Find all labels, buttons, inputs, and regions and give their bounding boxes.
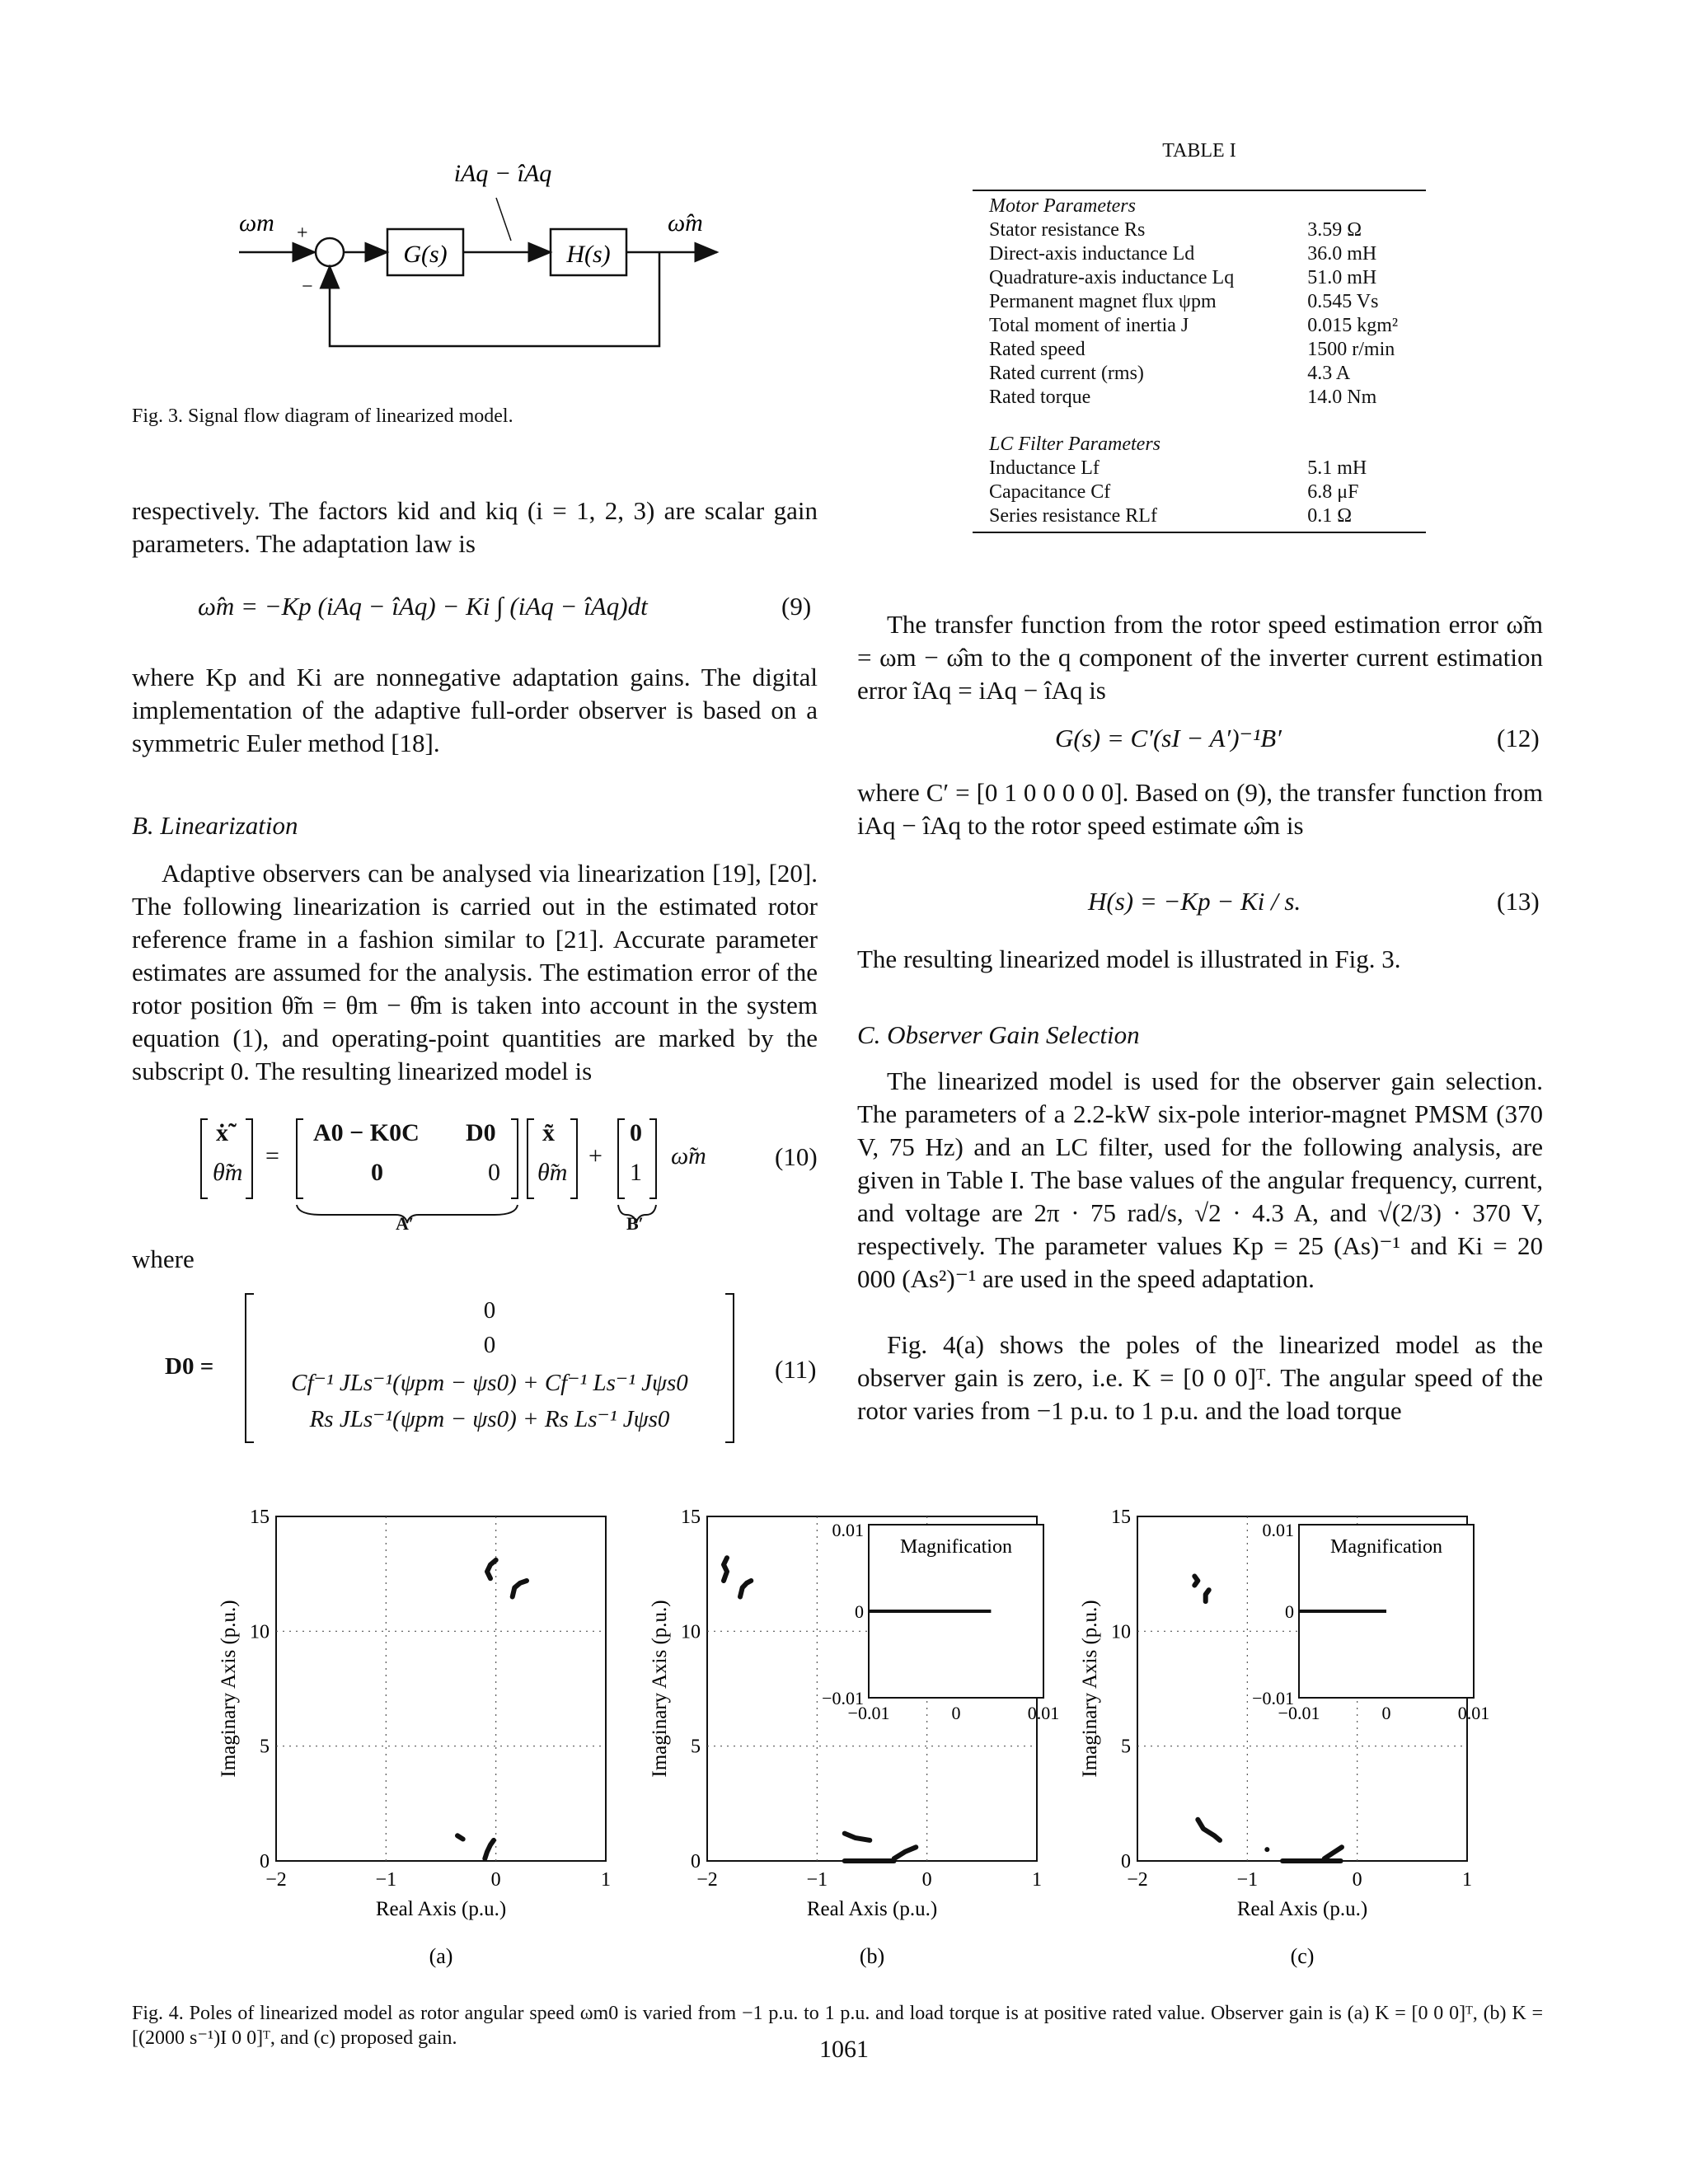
eq10-m11: A0 − K0C [313,1119,420,1146]
inset-y-tick: 0 [1285,1601,1294,1622]
eq11-row-1: 0 [483,1297,496,1324]
table1-param-name: Rated torque [989,387,1091,408]
fig3-svg [231,148,742,363]
table1-param-name: Rated speed [989,339,1085,360]
fig3-minus-sign: − [302,276,313,298]
table1-row [973,504,1426,528]
fig3-h-label: H(s) [566,241,611,268]
table1-param-value: 3.59 Ω [1307,219,1362,241]
eq10-vec-bottom: θ̃m [537,1159,568,1186]
inset-y-tick: 0.01 [1262,1520,1294,1540]
table1-section-heading [973,194,1426,218]
y-tick-label: 15 [1111,1507,1131,1528]
table1-heading-cell: LC Filter Parameters [989,434,1160,455]
table1-row [973,266,1426,290]
x-axis-label: Real Axis (p.u.) [375,1898,507,1920]
inset-x-tick: 0.01 [1027,1703,1060,1723]
table1-param-name: Stator resistance Rs [989,219,1146,241]
equation-13-number: (13) [1497,887,1540,916]
eq11-lhs: D0 = [165,1353,214,1380]
table1-param-name: Inductance Lf [989,457,1100,479]
table1-param-name: Direct-axis inductance Ld [989,243,1195,265]
pole-locus [724,1558,727,1581]
x-tick-label: 1 [601,1869,611,1891]
y-axis-label: Imaginary Axis (p.u.) [218,1600,240,1778]
eq10-lhs-top: ẋ̃ [216,1119,228,1146]
equation-11-number: (11) [775,1355,817,1384]
eq10-tail: ω̃m [671,1142,706,1169]
table1-section-heading [973,410,1426,457]
eq10-vec-top: x̃ [542,1119,555,1146]
x-tick-label: 0 [490,1869,501,1891]
table1-param-value: 14.0 Nm [1307,387,1377,408]
y-tick-label: 5 [260,1736,270,1758]
eq10-m12: D0 [466,1119,496,1146]
y-tick-label: 10 [250,1621,270,1643]
table1-param-name: Capacitance Cf [989,481,1111,503]
left-paragraph-2: where Kp and Ki are nonnegative adaptation gains. The digital implementation of the adaptive full-order observer is based on a symmetric Euler method [18]. [132,663,818,757]
x-tick-label: 1 [1462,1869,1472,1891]
x-tick-label: −1 [806,1869,828,1891]
panel-label: (b) [859,1944,885,1968]
y-tick-label: 0 [691,1851,701,1872]
where-text: where [132,1244,195,1273]
table1-row [973,386,1426,410]
pole-locus [1206,1590,1209,1601]
inset-y-tick: −0.01 [1252,1688,1294,1708]
eq10-brace-b-label: B′ [626,1213,644,1234]
eq10-equals: = [265,1142,279,1169]
pole-locus [487,1560,496,1578]
equation-10 [198,1113,775,1234]
y-tick-label: 5 [691,1736,701,1758]
table1-param-value: 0.015 kgm² [1307,315,1399,336]
fig3-diagram [231,148,742,363]
pole-locus [1325,1847,1342,1858]
table1-param-value: 5.1 mH [1307,457,1367,479]
table1-row [973,242,1426,266]
table1-param-name: Permanent magnet flux ψpm [989,291,1217,312]
table1-param-value: 51.0 mH [1307,267,1377,288]
x-tick-label: −1 [1236,1869,1259,1891]
section-b-heading: B. Linearization [132,811,298,840]
pole-locus [1198,1820,1220,1840]
inset-y-tick: −0.01 [822,1688,864,1708]
left-paragraph-3: Adaptive observers can be analysed via linearization [19], [20]. The following linearization is carried out in the estimated rotor reference frame in a fashion similar to [21]. Accurate parameter estimates are assumed for the analysis. The estimation error of the rotor position θ̃m = θm − θ̂m is taken into account in the system equation (1), and operating-point quantities are marked by the subscript 0. The resulting linearized model is [132,859,818,1085]
pole-locus [457,1835,463,1839]
table1-param-name: Total moment of inertia J [989,315,1189,336]
table1-param-name: Series resistance RLf [989,505,1157,527]
pole-locus [485,1840,494,1858]
x-tick-label: −2 [696,1869,718,1891]
y-tick-label: 10 [1111,1621,1131,1643]
inset-y-tick: 0 [855,1601,864,1622]
x-axis-label: Real Axis (p.u.) [806,1898,938,1920]
table1-param-value: 0.1 Ω [1307,505,1353,527]
inset-title: Magnification [900,1536,1012,1558]
fig4-plots [198,1492,1517,1970]
fig3-error-label: iAq − îAq [453,160,552,187]
eq10-plus: + [588,1142,603,1169]
fig3-input-label: ωm [239,209,274,237]
table1-row [973,218,1426,242]
eq10-brace-a-label: A′ [396,1213,415,1234]
inset-x-tick: −0.01 [1278,1703,1320,1723]
equation-10-number: (10) [775,1142,818,1171]
pole-locus [1194,1577,1198,1586]
table1-param-value: 0.545 Vs [1307,291,1379,312]
section-c-heading: C. Observer Gain Selection [857,1020,1140,1049]
fig4-caption: Fig. 4. Poles of linearized model as rotor angular speed ωm0 is varied from −1 p.u. to 1 p.u. and load torque is at positive rated value. Observer gain is (a) K = [0 0 0]ᵀ, (b) K = [(2000 s⁻¹)I 0 0]ᵀ, and (c) proposed gain. [132,2003,1543,2049]
panel-label: (a) [429,1944,453,1968]
inset-x-tick: 0.01 [1457,1703,1490,1723]
page-number: 1061 [819,2036,869,2063]
table1-param-name: Quadrature-axis inductance Lq [989,267,1235,288]
table1-param-value: 6.8 μF [1307,481,1359,503]
eq10-b-bottom: 1 [630,1159,642,1186]
x-tick-label: 0 [921,1869,932,1891]
table1 [973,190,1426,533]
fig3-caption: Fig. 3. Signal flow diagram of linearized model. [132,405,513,427]
fig3-output-label: ω̂m [668,209,703,237]
table1-param-value: 1500 r/min [1307,339,1395,360]
x-tick-label: −2 [265,1869,287,1891]
x-tick-label: 1 [1032,1869,1042,1891]
table1-heading-cell: Motor Parameters [989,195,1136,217]
table1-param-name: Rated current (rms) [989,363,1144,384]
table1-row [973,457,1426,480]
fig3-sum-junction [316,238,344,266]
right-paragraph-1: The transfer function from the rotor speed estimation error ω̃m = ωm − ω̂m to the q component of the inverter current estimation error ĩAq = iAq − îAq is [857,610,1543,705]
table1-body [973,194,1426,528]
x-tick-label: −1 [375,1869,397,1891]
equation-12: G(s) = C′(sI − A′)⁻¹B′ [1055,724,1282,752]
table1-row [973,480,1426,504]
left-paragraph-1: respectively. The factors kid and kiq (i = 1, 2, 3) are scalar gain parameters. The adaptation law is [132,496,818,558]
inset-title: Magnification [1330,1536,1442,1558]
y-tick-label: 0 [1121,1851,1131,1872]
y-tick-label: 10 [681,1621,701,1643]
eq10-b-top: 0 [630,1119,642,1146]
equation-9-number: (9) [781,592,812,621]
x-tick-label: 0 [1352,1869,1362,1891]
eq10-m22: 0 [488,1159,500,1186]
right-paragraph-5: Fig. 4(a) shows the poles of the linearized model as the observer gain is zero, i.e. K = [0 0 0]ᵀ. The angular speed of the rotor varies from −1 p.u. to 1 p.u. and the load torque [857,1330,1543,1425]
right-paragraph-4: The linearized model is used for the observer gain selection. The parameters of a 2.2-kW six-pole interior-magnet PMSM (370 V, 75 Hz) and an LC filter, used for the following analysis, are given in Table I. The base values of the angular frequency, current, and voltage are 2π · 75 rad/s, √2 · 4.3 A, and √(2/3) · 370 V, respectively. The parameter values Kp = 25 (As)⁻¹ and Ki = 20 000 (As²)⁻¹ are used in the speed adaptation. [857,1066,1543,1293]
pole-locus [513,1581,527,1597]
x-tick-label: −2 [1127,1869,1148,1891]
y-tick-label: 5 [1121,1736,1131,1758]
fig3-plus-sign: + [297,223,308,244]
eq11-row-4: Rs JLs⁻¹(ψpm − ψs0) + Rs Ls⁻¹ Jψs0 [309,1406,670,1432]
inset-x-tick: 0 [951,1703,961,1723]
table1-row [973,290,1426,314]
x-axis-label: Real Axis (p.u.) [1236,1898,1368,1920]
eq11-row-3: Cf⁻¹ JLs⁻¹(ψpm − ψs0) + Cf⁻¹ Ls⁻¹ Jψs0 [291,1370,688,1396]
fig4-svg [198,1492,1517,1970]
equation-12-number: (12) [1497,724,1540,752]
y-axis-label: Imaginary Axis (p.u.) [1079,1600,1101,1778]
inset-x-tick: 0 [1381,1703,1391,1723]
y-axis-label: Imaginary Axis (p.u.) [649,1600,671,1778]
y-tick-label: 0 [260,1851,270,1872]
inset-x-tick: −0.01 [847,1703,890,1723]
fig3-label-pointer [496,198,511,241]
table1-row [973,338,1426,362]
table1-row [973,362,1426,386]
table1-param-value: 36.0 mH [1307,243,1377,265]
table1-param-value: 4.3 A [1307,363,1351,384]
eq11-row-2: 0 [483,1332,496,1358]
plot-frame [276,1516,606,1861]
pole-locus [845,1834,870,1840]
pole-point [1264,1847,1269,1852]
equation-9: ω̂m = −Kp (iAq − îAq) − Ki ∫ (iAq − îAq)dt [198,592,648,621]
right-paragraph-2: where C′ = [0 1 0 0 0 0 0]. Based on (9), the transfer function from iAq − îAq to the rotor speed estimate ω̂m is [857,778,1543,840]
right-paragraph-3: The resulting linearized model is illustrated in Fig. 3. [857,944,1401,973]
y-tick-label: 15 [250,1507,270,1528]
fig3-g-label: G(s) [403,241,448,268]
panel-label: (c) [1290,1944,1315,1968]
pole-locus [740,1581,751,1597]
table1-title: TABLE I [1162,140,1236,162]
eq10-m21: 0 [371,1159,383,1186]
pole-locus [894,1847,917,1858]
inset-y-tick: 0.01 [832,1520,864,1540]
equation-11 [165,1291,742,1447]
equation-13: H(s) = −Kp − Ki / s. [1088,887,1301,916]
eq10-lhs-bottom: θ̃̇m [213,1159,243,1186]
y-tick-label: 15 [681,1507,701,1528]
table1-row [973,314,1426,338]
